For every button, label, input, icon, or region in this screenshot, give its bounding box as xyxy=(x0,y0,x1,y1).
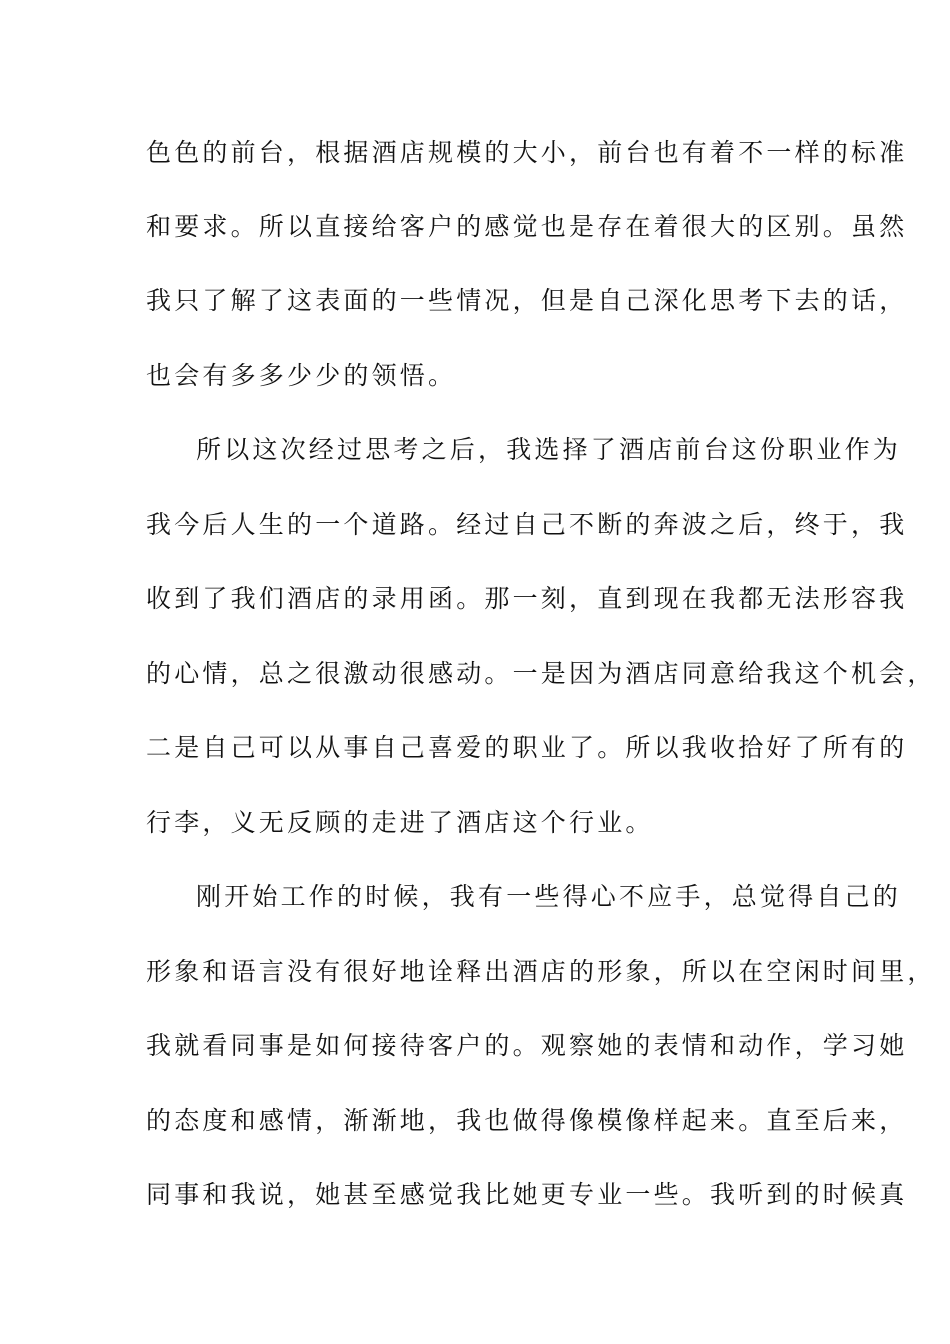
text-line-9: 二是自己可以从事自己喜爱的职业了。所以我收拾好了所有的 xyxy=(146,733,908,762)
text-line-7: 收到了我们酒店的录用函。那一刻，直到现在我都无法形容我 xyxy=(146,584,908,613)
text-line-11: 刚开始工作的时候，我有一些得心不应手，总觉得自己的 xyxy=(196,882,902,911)
text-line-15: 同事和我说，她甚至感觉我比她更专业一些。我听到的时候真 xyxy=(146,1180,908,1209)
text-line-4: 也会有多多少少的领悟。 xyxy=(146,361,457,390)
text-line-2: 和要求。所以直接给客户的感觉也是存在着很大的区别。虽然 xyxy=(146,212,908,241)
text-line-1: 色色的前台，根据酒店规模的大小，前台也有着不一样的标准 xyxy=(146,138,908,167)
text-line-8: 的心情，总之很激动很感动。一是因为酒店同意给我这个机会， xyxy=(146,659,936,688)
text-line-5: 所以这次经过思考之后，我选择了酒店前台这份职业作为 xyxy=(196,435,902,464)
text-line-6: 我今后人生的一个道路。经过自己不断的奔波之后，终于，我 xyxy=(146,510,908,539)
text-line-14: 的态度和感情，渐渐地，我也做得像模像样起来。直至后来， xyxy=(146,1106,908,1135)
text-line-13: 我就看同事是如何接待客户的。观察她的表情和动作，学习她 xyxy=(146,1031,908,1060)
text-line-3: 我只了解了这表面的一些情况，但是自己深化思考下去的话， xyxy=(146,286,908,315)
text-line-12: 形象和语言没有很好地诠释出酒店的形象，所以在空闲时间里， xyxy=(146,957,936,986)
text-line-10: 行李，义无反顾的走进了酒店这个行业。 xyxy=(146,808,654,837)
